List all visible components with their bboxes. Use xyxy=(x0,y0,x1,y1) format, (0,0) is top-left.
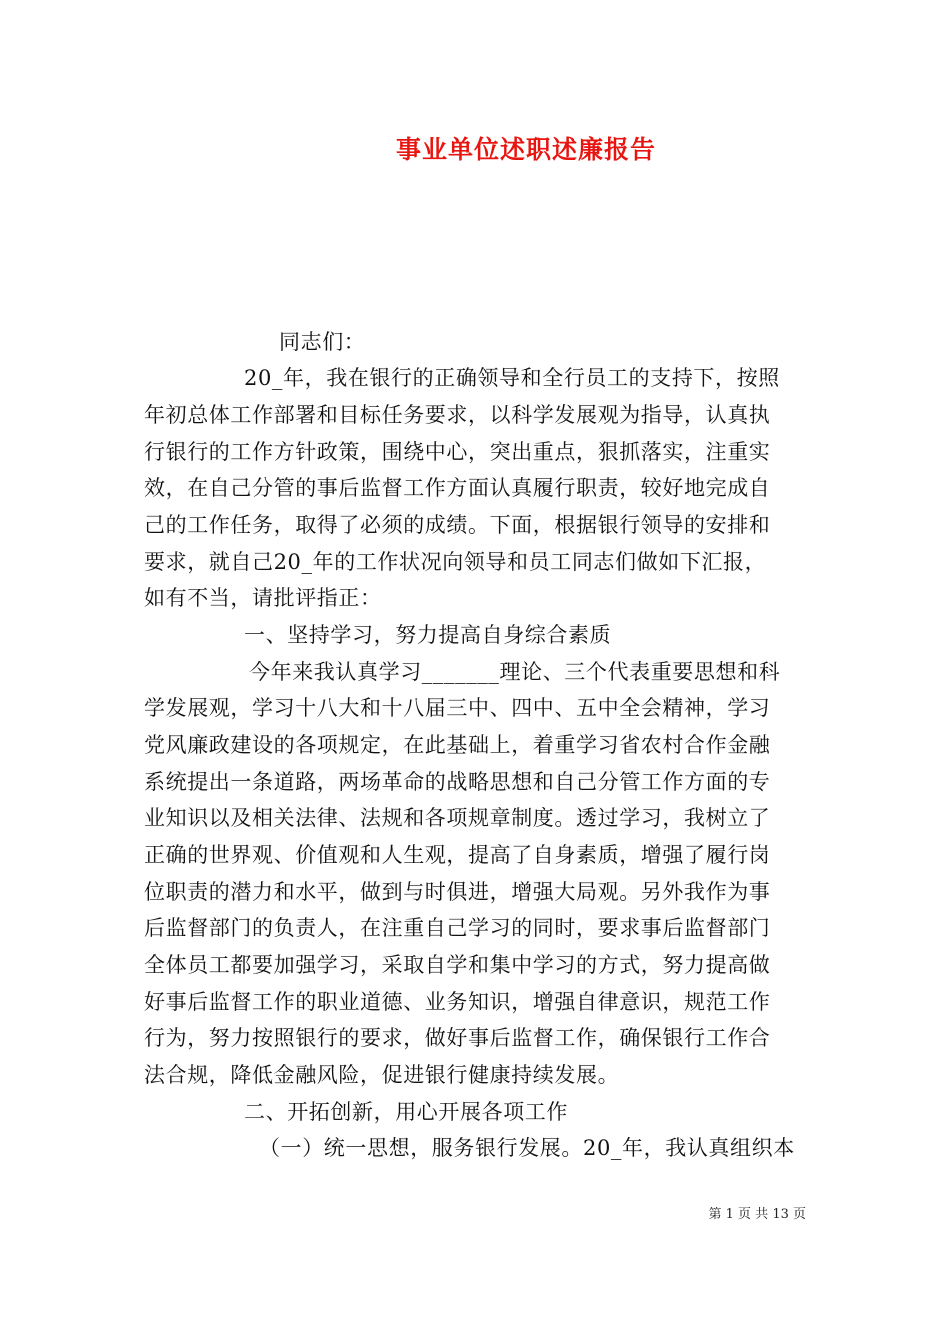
body-line: 正确的世界观、价值观和人生观，提高了自身素质，增强了履行岗 xyxy=(144,843,771,867)
body-line: 年初总体工作部署和目标任务要求，以科学发展观为指导，认真执 xyxy=(144,403,771,427)
body-line: 要求，就自己20_年的工作状况向领导和员工同志们做如下汇报， xyxy=(144,550,767,574)
section-heading-2: 二、开拓创新，用心开展各项工作 xyxy=(244,1100,568,1124)
body-line: 己的工作任务，取得了必须的成绩。下面，根据银行领导的安排和 xyxy=(144,513,771,537)
body-line: 位职责的潜力和水平，做到与时俱进，增强大局观。另外我作为事 xyxy=(144,880,771,904)
body-line: 如有不当，请批评指正： xyxy=(144,586,382,610)
body-line: 业知识以及相关法律、法规和各项规章制度。透过学习，我树立了 xyxy=(144,806,771,830)
body-line: 今年来我认真学习_______理论、三个代表重要思想和科 xyxy=(249,660,781,684)
body-line: 法合规，降低金融风险，促进银行健康持续发展。 xyxy=(144,1063,620,1087)
body-line: 20_年，我在银行的正确领导和全行员工的支持下，按照 xyxy=(244,366,780,390)
body-line: 行银行的工作方针政策，围绕中心，突出重点，狠抓落实，注重实 xyxy=(144,440,771,464)
body-line: 效，在自己分管的事后监督工作方面认真履行职责，较好地完成自 xyxy=(144,476,771,500)
body-line: 党风廉政建设的各项规定，在此基础上，着重学习省农村合作金融 xyxy=(144,733,771,757)
body-line: 学发展观，学习十八大和十八届三中、四中、五中全会精神，学习 xyxy=(144,696,771,720)
page-number: 第 1 页 共 13 页 xyxy=(708,1207,806,1222)
body-line: 系统提出一条道路，两场革命的战略思想和自己分管工作方面的专 xyxy=(144,770,771,794)
body-line: 行为，努力按照银行的要求，做好事后监督工作，确保银行工作合 xyxy=(144,1026,771,1050)
body-line: 全体员工都要加强学习，采取自学和集中学习的方式，努力提高做 xyxy=(144,953,771,977)
section-heading-1: 一、坚持学习，努力提高自身综合素质 xyxy=(244,623,612,647)
body-line: 后监督部门的负责人，在注重自己学习的同时，要求事后监督部门 xyxy=(144,916,771,940)
greeting: 同志们： xyxy=(279,330,366,354)
body-line: 好事后监督工作的职业道德、业务知识，增强自律意识，规范工作 xyxy=(144,990,771,1014)
document-title: 事业单位述职述廉报告 xyxy=(395,135,656,164)
body-line: （一）统一思想，服务银行发展。20_年，我认真组织本 xyxy=(259,1136,795,1160)
